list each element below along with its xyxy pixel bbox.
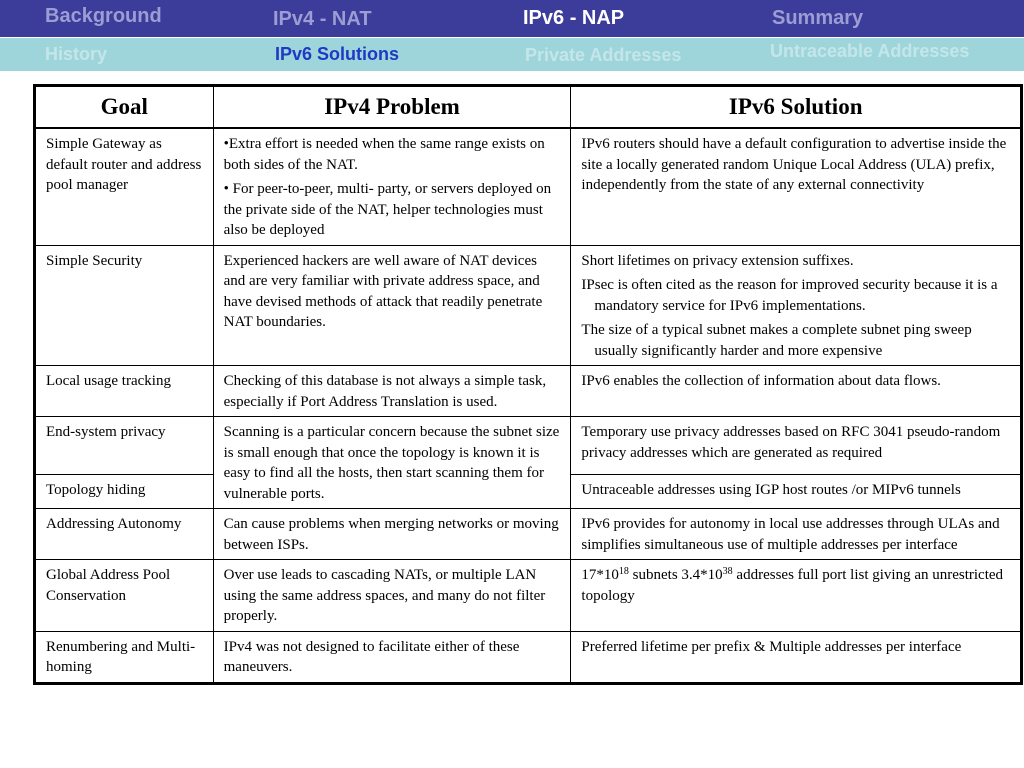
subtab-ipv6-solutions[interactable]: IPv6 Solutions bbox=[275, 44, 400, 64]
header-ipv4-problem: IPv4 Problem bbox=[213, 86, 571, 129]
goal-cell: Local usage tracking bbox=[35, 366, 214, 417]
solution-text bbox=[581, 565, 1011, 606]
solution-cell bbox=[571, 509, 1022, 560]
top-navigation-bar bbox=[0, 0, 1024, 37]
solution-cell bbox=[571, 128, 1022, 245]
table-row bbox=[35, 509, 1022, 560]
comparison-table bbox=[33, 84, 1023, 685]
problem-text: IPv4 was not designed to facilitate either of these maneuvers. bbox=[223, 638, 520, 675]
problem-text: Over use leads to cascading NATs, or multiple LAN using the same address spaces, and many do not filter properly. bbox=[223, 567, 546, 624]
solution-text: IPsec is often cited as the reason for improved security because it is a mandatory service for IPv6 implementations. bbox=[581, 277, 998, 314]
problem-cell bbox=[213, 417, 571, 509]
problem-cell bbox=[213, 509, 571, 560]
tab-ipv6-nap[interactable]: IPv6 - NAP bbox=[523, 7, 625, 29]
subtab-history[interactable]: History bbox=[45, 44, 108, 64]
problem-text: • For peer-to-peer, multi- party, or servers deployed on the private side of the NAT, helper technologies must also be deployed bbox=[223, 181, 552, 238]
solution-cell bbox=[571, 417, 1022, 475]
solution-text: Untraceable addresses using IGP host routes /or MIPv6 tunnels bbox=[581, 481, 961, 498]
exponent: 38 bbox=[722, 566, 733, 577]
table-row bbox=[35, 417, 1022, 475]
table-header-row bbox=[35, 86, 1022, 129]
goal-cell: Simple Gateway as default router and address pool manager bbox=[35, 128, 214, 245]
tab-summary[interactable]: Summary bbox=[772, 7, 864, 29]
solution-text: The size of a typical subnet makes a complete subnet ping sweep usually significantly harder and more expensive bbox=[581, 322, 972, 359]
problem-text: Scanning is a particular concern because the subnet size is small enough that once the topology is known it is easy to find all the hosts, then start scanning them for vulnerable ports. bbox=[223, 424, 560, 502]
solution-cell bbox=[571, 631, 1022, 683]
sub-navigation-bar bbox=[0, 38, 1024, 71]
goal-cell: Topology hiding bbox=[35, 474, 214, 508]
solution-text: IPv6 enables the collection of information about data flows. bbox=[581, 373, 941, 389]
solution-text: Short lifetimes on privacy extension suffixes. bbox=[581, 252, 854, 269]
header-goal: Goal bbox=[35, 86, 214, 129]
solution-text: Temporary use privacy addresses based on RFC 3041 pseudo-random privacy addresses which are generated as required bbox=[581, 424, 1001, 461]
table-row bbox=[35, 560, 1022, 632]
header-ipv6-solution: IPv6 Solution bbox=[571, 86, 1022, 129]
table-row bbox=[35, 631, 1022, 683]
solution-text: Preferred lifetime per prefix & Multiple addresses per interface bbox=[581, 638, 962, 655]
solution-text-part: subnets 3.4*10 bbox=[628, 567, 723, 583]
problem-text: Can cause problems when merging networks or moving between ISPs. bbox=[223, 516, 559, 553]
tab-background[interactable]: Background bbox=[45, 5, 162, 27]
solution-cell bbox=[571, 245, 1022, 366]
problem-cell bbox=[213, 245, 571, 366]
goal-cell: Global Address Pool Conservation bbox=[35, 560, 214, 632]
problem-cell bbox=[213, 366, 571, 417]
table-row bbox=[35, 366, 1022, 417]
problem-text: •Extra effort is needed when the same range exists on both sides of the NAT. bbox=[223, 136, 545, 173]
subtab-untraceable-addresses[interactable]: Untraceable Addresses bbox=[770, 41, 970, 61]
goal-cell: Simple Security bbox=[35, 245, 214, 366]
subtab-private-addresses[interactable]: Private Addresses bbox=[525, 45, 682, 65]
solution-cell bbox=[571, 366, 1022, 417]
problem-cell bbox=[213, 631, 571, 683]
solution-text-part: addresses full port list giving an unrestricted topology bbox=[581, 567, 1004, 604]
exponent: 18 bbox=[618, 566, 629, 577]
problem-cell bbox=[213, 128, 571, 245]
goal-cell: Renumbering and Multi-homing bbox=[35, 631, 214, 683]
goal-cell: End-system privacy bbox=[35, 417, 214, 475]
solution-cell bbox=[571, 560, 1022, 632]
problem-text: Checking of this database is not always a simple task, especially if Port Address Translation is used. bbox=[223, 373, 547, 410]
goal-cell: Addressing Autonomy bbox=[35, 509, 214, 560]
solution-text: IPv6 routers should have a default configuration to advertise inside the site a locally generated random Unique Local Address (ULA) prefix, independently from the state of any external connectivity bbox=[581, 136, 1007, 193]
solution-cell bbox=[571, 474, 1022, 508]
solution-text-part: 17*10 bbox=[581, 567, 619, 583]
solution-text: IPv6 provides for autonomy in local use addresses through ULAs and simplifies simultaneous use of multiple addresses per interface bbox=[581, 516, 1000, 553]
table-row bbox=[35, 245, 1022, 366]
tab-ipv4-nat[interactable]: IPv4 - NAT bbox=[273, 8, 372, 30]
problem-text: Experienced hackers are well aware of NAT devices and are very familiar with private address space, and have devised methods of attack that readily penetrate NAT boundaries. bbox=[223, 252, 543, 330]
table-row bbox=[35, 128, 1022, 245]
problem-cell bbox=[213, 560, 571, 632]
